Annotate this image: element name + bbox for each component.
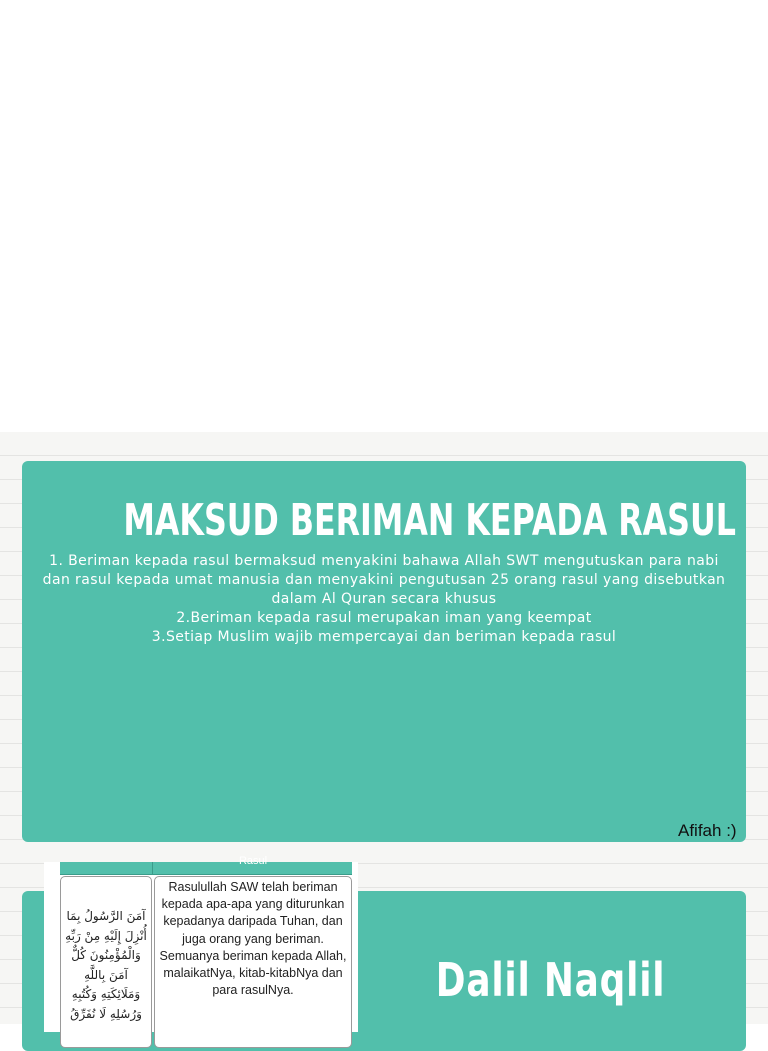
header-divider	[152, 862, 153, 874]
slide-body	[42, 552, 726, 647]
blank-page-area	[0, 0, 768, 432]
point-3: 3.Setiap Muslim wajib mempercayai dan beriman kepada rasul	[151, 629, 617, 645]
slide-card-maksud	[22, 461, 746, 842]
arabic-verse-cell	[60, 876, 152, 1048]
table-header	[60, 855, 352, 875]
point-1: 1. Beriman kepada rasul bermaksud menyakini bahawa Allah SWT mengutuskan para nabi dan rasul kepada umat manusia dan menyakini pengutusan 25 orang rasul yang disebutkan dalam Al Quran secara khusus	[42, 553, 726, 607]
dalil-table-image	[44, 855, 358, 1032]
point-2: 2.Beriman kepada rasul merupakan iman yang keempat	[176, 610, 592, 626]
translation-cell	[154, 876, 352, 1048]
slide-title: MAKSUD BERIMAN KEPADA RASUL	[123, 495, 736, 546]
verse-translation: Rasulullah SAW telah beriman kepada apa-apa yang diturunkan kepadanya daripada Tuhan, dan juga orang yang beriman. Semuanya beriman kepada Allah, malaikatNya, kitab-kitabNya dan para rasulNya.	[159, 880, 347, 998]
author-signature: Afifah :)	[678, 821, 737, 840]
dalil-title: Dalil Naqlil	[435, 953, 666, 1007]
table-header-label: Rasul	[238, 855, 268, 867]
arabic-verse: آمَنَ الرَّسُولُ بِمَا أُنْزِلَ إِلَيْهِ مِنْ رَبِّهِ وَالْمُؤْمِنُونَ كُلٌّ آمَنَ بِاللَّهِ وَمَلَائِكَتِهِ وَكُتُبِهِ وَرُسُلِهِ لَا نُفَرِّقُ	[65, 909, 147, 1021]
